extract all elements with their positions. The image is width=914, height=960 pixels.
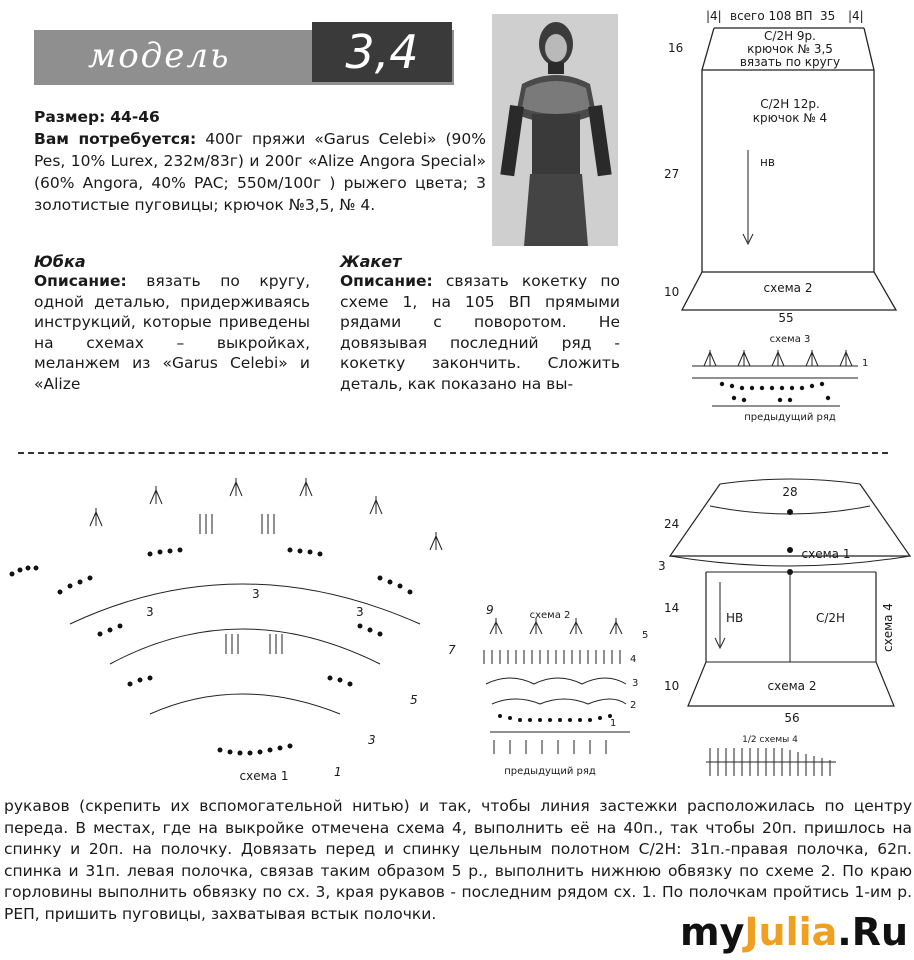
skirt-top-right: |4| — [848, 9, 864, 23]
scheme3-dots — [720, 382, 830, 402]
jacket-scheme4-label: схема 4 — [881, 603, 895, 652]
jacket-heading: Жакет — [340, 252, 402, 271]
skirt-scheme2-label: схема 2 — [763, 281, 813, 295]
skirt-top-total: всего 108 ВП — [730, 9, 813, 23]
intro-block — [34, 106, 486, 216]
crochet-diagram-2 — [470, 604, 660, 784]
jacket-scheme1-label: схема 1 — [801, 547, 851, 561]
watermark-post: .Ru — [837, 910, 909, 954]
jacket-c2h-label: С/2Н — [816, 611, 846, 625]
skirt-band1-line1: С/2Н 9р. — [764, 29, 816, 43]
size-value: 44-46 — [110, 108, 160, 126]
diagram2-prev-row: предыдущий ряд — [504, 766, 596, 777]
jacket-dim-28: 28 — [782, 485, 798, 499]
jacket-dim-56: 56 — [784, 711, 800, 725]
model-number: 3,4 — [312, 22, 452, 82]
need-label: Вам потребуется: — [34, 130, 197, 148]
jacket-desc-text: связать кокетку по схеме 1, на 105 ВП прямыми рядами с поворотом. Не довязывая последний ряд - кокетку закончить. Сложить деталь, как показано на вы- — [340, 272, 620, 393]
diagram1-row-1: 1 — [334, 765, 342, 779]
skirt-top-35: 35 — [820, 9, 836, 23]
watermark-mid: Julia — [744, 910, 838, 954]
jacket-desc-label: Описание: — [340, 272, 433, 290]
skirt-top-left: |4| — [706, 9, 722, 23]
diagram2-row-3: 3 — [632, 678, 639, 689]
diagram1-row-7: 7 — [448, 643, 456, 657]
diagram2-row-2: 2 — [630, 700, 637, 711]
skirt-dim-55: 55 — [778, 311, 794, 325]
diagram2-row-1: 1 — [610, 718, 617, 729]
skirt-dim-10: 10 — [664, 285, 680, 299]
jacket-half-scheme4: 1/2 схемы 4 — [742, 735, 798, 745]
skirt-band2-line2: крючок № 4 — [752, 111, 828, 125]
site-watermark — [674, 910, 914, 954]
skirt-desc-label: Описание: — [34, 272, 127, 290]
jacket-dim-10: 10 — [664, 679, 680, 693]
diagram1-row-9: 9 — [486, 603, 494, 617]
jacket-nv-label: НВ — [726, 611, 744, 625]
diagram1-label-3c: 3 — [356, 605, 364, 619]
jacket-scheme2-label: схема 2 — [767, 679, 817, 693]
skirt-band1-line3: вязать по кругу — [739, 55, 841, 69]
jacket-dim-3: 3 — [658, 559, 666, 573]
jacket-dim-14: 14 — [664, 601, 680, 615]
skirt-desc-text: вязать по кругу, одной деталью, придерживаясь инструкций, которые приведены на схемах – выкройках, меланжем из «Garus Celebi» и «Alize — [34, 272, 310, 393]
model-photo-illustration — [492, 14, 618, 246]
skirt-band1-line2: крючок № 3,5 — [747, 42, 833, 56]
diagram2-row-5: 5 — [642, 630, 649, 641]
scheme3-row-1: 1 — [862, 358, 869, 369]
diagram1-label-3a: 3 — [146, 605, 154, 619]
jacket-section — [340, 252, 620, 394]
model-photo — [492, 14, 618, 246]
crochet-diagram-1 — [0, 474, 494, 794]
model-title-word: модель — [88, 36, 231, 76]
skirt-nv-label: нв — [760, 155, 775, 169]
diagram2-row-4: 4 — [630, 654, 637, 665]
size-label: Размер: — [34, 108, 106, 126]
skirt-scheme3-label: схема 3 — [769, 334, 811, 345]
skirt-band2-line1: С/2Н 12р. — [760, 97, 820, 111]
diagram1-row-3: 3 — [368, 733, 376, 747]
skirt-section — [34, 252, 310, 394]
continuation-text: рукавов (скрепить их вспомогательной нитью) и так, чтобы линия застежки расположилась по центру переда. В местах, где на выкройке отмечена схема 4, выполнить её на 40п., так чтобы 20п. пришлось на спинку и 20п. на полочку. Довязать перед и спинку цельным полотном С/2Н: 31п.-правая полочка, 62п. спинка и 31п. левая полочка, связав таким образом 5 р., выполнить нижнюю обвязку по схеме 2. По краю горловины выполнить обвязку по сх. 3, края рукавов - последним рядом сх. 1. По полочкам пройтись 1-им р. РЕП, пришить пуговицы, захватывая встык полочки. — [4, 797, 912, 923]
diagram2-label: схема 2 — [529, 610, 571, 621]
scheme3-prev-row: предыдущий ряд — [744, 412, 836, 423]
section-divider — [18, 452, 888, 454]
watermark-pre: my — [680, 910, 745, 954]
diagram1-label-3b: 3 — [252, 587, 260, 601]
skirt-pattern-diagram — [640, 0, 910, 440]
jacket-dim-24: 24 — [664, 517, 680, 531]
half-scheme4-symbols — [706, 748, 836, 776]
skirt-dim-27: 27 — [664, 167, 680, 181]
skirt-dim-16: 16 — [668, 41, 684, 55]
skirt-heading: Юбка — [34, 252, 86, 271]
diagram1-label: схема 1 — [239, 769, 289, 783]
need-text: 400г пряжи «Garus Celebi» (90% Pes, 10% Lurex, 232м/83г) и 200г «Alize Angora Special» (60% Angora, 40% PAC; 550м/100г ) рыжего цвета; 3 золотистые пуговицы; крючок №3,5, № 4. — [34, 130, 486, 214]
diagram1-row-5: 5 — [410, 693, 418, 707]
jacket-pattern-diagram — [640, 466, 910, 792]
scheme3-symbols — [692, 350, 858, 378]
